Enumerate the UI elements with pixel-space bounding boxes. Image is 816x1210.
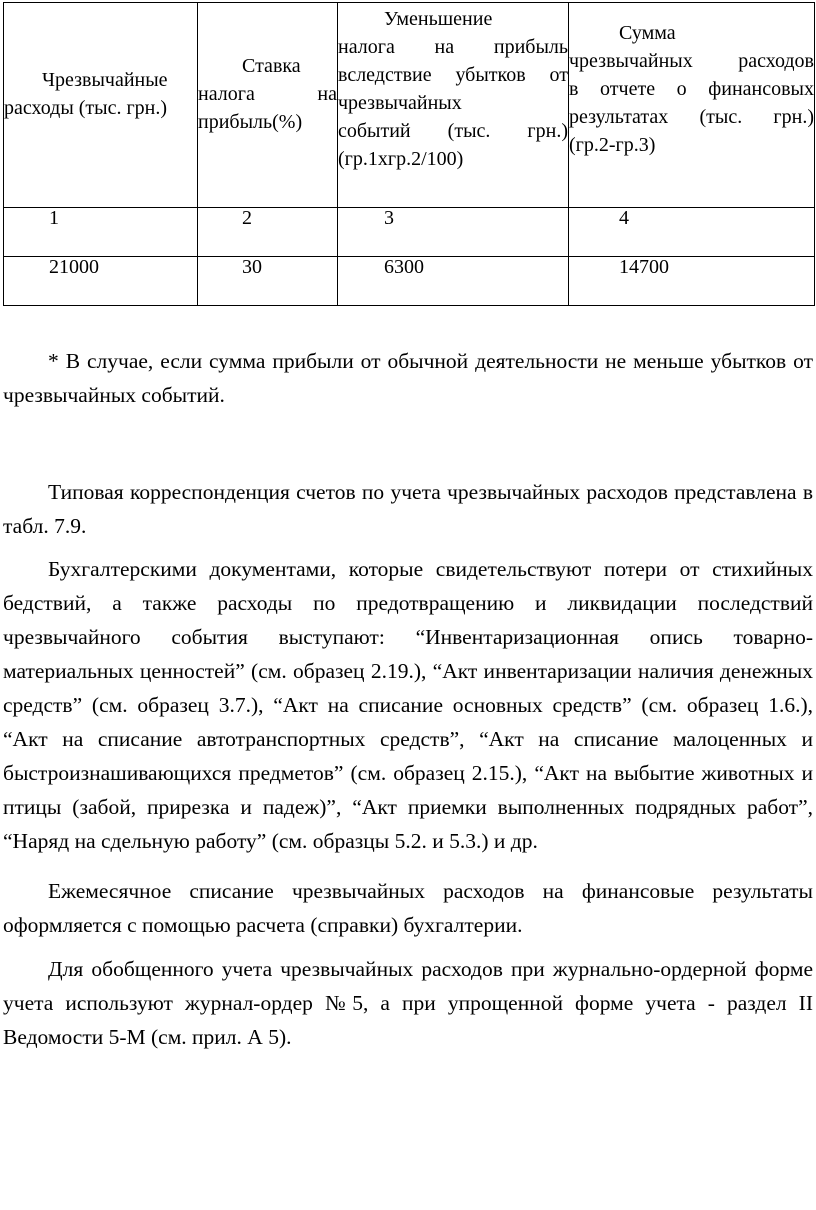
value-cell: [4, 257, 198, 306]
tax-reduction-table: [3, 2, 815, 306]
header-cell-expense-sum: [569, 3, 815, 208]
value-cell: [198, 257, 338, 306]
column-number: [198, 208, 338, 257]
column-number: [569, 208, 815, 257]
cell-text: 3: [384, 207, 394, 229]
cell-text: 30: [242, 256, 262, 278]
table-header-row: [4, 3, 815, 208]
cell-text: 2: [242, 207, 252, 229]
paragraph: Бухгалтерскими документами, которые свидетельствуют потери от стихийных бедствий, а также расходы по предотвращению и ликвидации последствий чрезвычайного события выступают: “Инвентаризационная опись товарно-материальных ценностей” (см. образец 2.19.), “Акт инвентаризации наличия денежных средств” (см. образец 3.7.), “Акт на списание основных средств” (см. образец 1.6.), “Акт на списание автотранспортных средств”, “Акт на списание малоценных и быстроизнашивающихся предметов” (см. образец 2.15.), “Акт на выбытие животных и птицы (забой, прирезка и падеж)”, “Акт приемки выполненных подрядных работ”, “Наряд на сдельную работу” (см. образцы 5.2. и 5.3.) и др.: [3, 557, 813, 853]
column-number: [338, 208, 569, 257]
header-text: вследствие убытков от: [338, 64, 568, 86]
header-text: событий (тыс. грн.): [338, 120, 568, 142]
column-number: [4, 208, 198, 257]
cell-text: 6300: [384, 256, 424, 278]
header-text: чрезвычайных расходов: [569, 50, 814, 72]
header-text: Чрезвычайные: [42, 69, 168, 91]
header-text: (гр.1хгр.2/100): [338, 148, 464, 170]
header-text: Сумма: [619, 22, 676, 44]
footnote: * В случае, если сумма прибыли от обычной деятельности не меньше убытков от чрезвычайных событий.: [3, 349, 813, 407]
header-cell-tax-reduction: [338, 3, 569, 208]
cell-text: 4: [619, 207, 629, 229]
cell-text: 1: [49, 207, 59, 229]
column-number-row: [4, 208, 815, 257]
header-text: налога на прибыль: [338, 36, 568, 58]
paragraph: Ежемесячное списание чрезвычайных расходов на финансовые результаты оформляется с помощью расчета (справки) бухгалтерии.: [3, 879, 813, 937]
value-cell: [338, 257, 569, 306]
value-cell: [569, 257, 815, 306]
header-text: Ставка: [242, 55, 301, 77]
paragraph: Для обобщенного учета чрезвычайных расходов при журнально-ордерной форме учета используют журнал-ордер №5, а при упрощенной форме учета - раздел II Ведомости 5-М (см. прил. А 5).: [3, 957, 813, 1049]
header-cell-tax-rate: [198, 3, 338, 208]
header-text: расходы (тыс. грн.): [4, 97, 168, 119]
header-text: (гр.2-гр.3): [569, 134, 656, 156]
header-text: прибыль(%): [198, 111, 303, 133]
cell-text: 21000: [49, 256, 99, 278]
header-text: Уменьшение: [384, 8, 493, 30]
header-text: налога на: [198, 83, 337, 105]
header-text: результатах (тыс. грн.): [569, 106, 814, 128]
table-row: [4, 257, 815, 306]
cell-text: 14700: [619, 256, 669, 278]
header-cell-expenses: [4, 3, 198, 208]
paragraph: Типовая корреспонденция счетов по учета чрезвычайных расходов представлена в табл. 7.9.: [3, 480, 813, 538]
header-text: в отчете о финансовых: [569, 78, 814, 100]
header-text: чрезвычайных: [338, 92, 462, 114]
